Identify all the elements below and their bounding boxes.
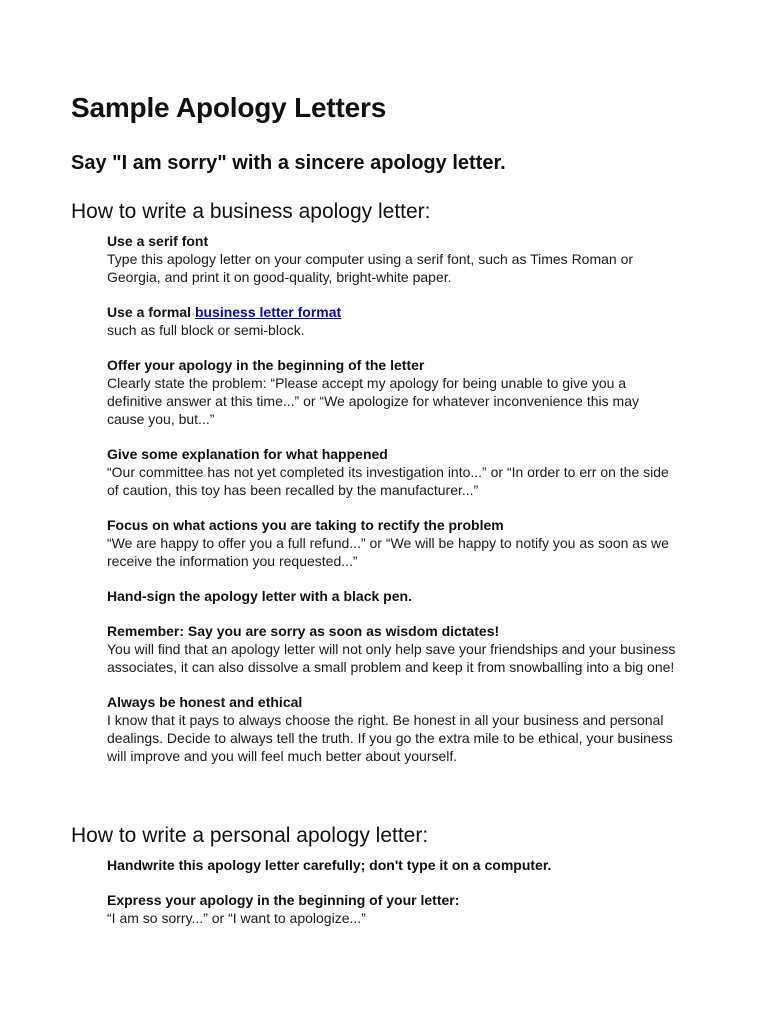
tip-rectify-actions (107, 516, 677, 570)
tip-text: Type this apology letter on your computer using a serif font, such as Times Roman or Georgia, and print it on good-quality, bright-white paper. (107, 251, 634, 285)
tip-heading: Give some explanation for what happened (107, 446, 388, 462)
business-tips-list (107, 232, 677, 782)
tip-honest-ethical (107, 693, 677, 765)
personal-section-heading: How to write a personal apology letter: (71, 824, 429, 847)
tip-heading (107, 303, 677, 321)
tip-heading: Express your apology in the beginning of your letter: (107, 892, 460, 908)
tip-heading: Remember: Say you are sorry as soon as wisdom dictates! (107, 623, 500, 639)
tip-explanation (107, 445, 677, 499)
page-subtitle: Say "I am sorry" with a sincere apology letter. (71, 152, 506, 174)
tip-heading: Use a serif font (107, 233, 209, 249)
tip-hand-sign (107, 587, 677, 605)
business-letter-format-link[interactable]: business letter format (194, 304, 342, 320)
business-section-heading: How to write a business apology letter: (71, 200, 431, 223)
tip-text: You will find that an apology letter will not only help save your friendships and your business associates, it can also dissolve a small problem and keep it from snowballing into a big one! (107, 641, 676, 675)
tip-text: “We are happy to offer you a full refund...” or “We will be happy to notify you as soon as we receive the information you requested...” (107, 535, 669, 569)
tip-heading: Always be honest and ethical (107, 694, 303, 710)
tip-serif-font (107, 232, 677, 286)
tip-heading-prefix: Use a formal (107, 304, 195, 320)
tip-text: such as full block or semi-block. (107, 322, 305, 338)
tip-offer-apology (107, 356, 677, 428)
tip-heading: Hand-sign the apology letter with a black pen. (107, 588, 412, 604)
tip-handwrite (107, 856, 677, 874)
tip-text: Clearly state the problem: “Please accept my apology for being unable to give you a definitive answer at this time...” or “We apologize for whatever inconvenience this may cause you, but...” (107, 375, 639, 427)
tip-heading: Focus on what actions you are taking to rectify the problem (107, 517, 504, 533)
tip-text: “I am so sorry...” or “I want to apologize...” (107, 910, 366, 926)
tip-remember-sorry (107, 622, 677, 676)
tip-business-format (107, 303, 677, 339)
tip-heading: Handwrite this apology letter carefully; don't type it on a computer. (107, 857, 552, 873)
page-title: Sample Apology Letters (71, 92, 387, 123)
tip-express-apology (107, 891, 677, 927)
tip-text: “Our committee has not yet completed its investigation into...” or “In order to err on the side of caution, this toy has been recalled by the manufacturer...” (107, 464, 669, 498)
personal-tips-list (107, 856, 677, 944)
tip-heading: Offer your apology in the beginning of the letter (107, 357, 425, 373)
tip-text: I know that it pays to always choose the right. Be honest in all your business and personal dealings. Decide to always tell the truth. If you go the extra mile to be ethical, your business will improve and you will feel much better about yourself. (107, 712, 673, 764)
